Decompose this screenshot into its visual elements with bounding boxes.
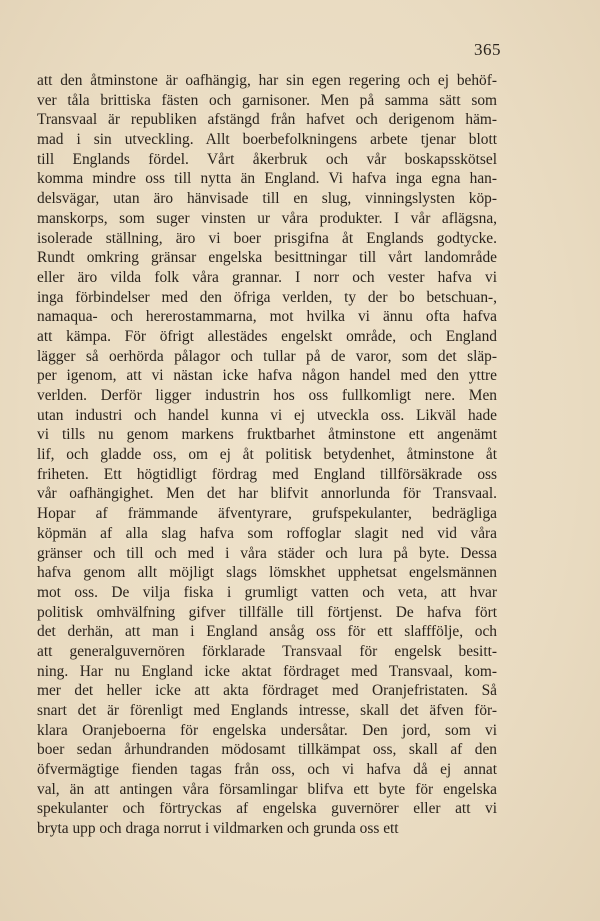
text-line: inga förbindelser med den öfriga verlden, ty der bo betschuan-, bbox=[37, 288, 497, 306]
text-line: att den åtminstone är oafhängig, har sin egen regering och ej behöf- bbox=[37, 72, 497, 89]
text-line: mad i sin utveckling. Allt boerbefolkningens arbete tjenar blott bbox=[37, 131, 497, 149]
text-line: det derhän, att man i England ansåg oss för ett slafffölje, och bbox=[37, 623, 497, 641]
text-line: friheten. Ett högtidligt fördrag med England tillförsäkrade oss bbox=[37, 465, 497, 483]
text-line: ver tåla brittiska fästen och garnisoner. Men på samma sätt som bbox=[37, 91, 497, 109]
text-line: isolerade ställning, äro vi boer prisgifna åt Englands godtycke. bbox=[37, 229, 497, 247]
text-line: bryta upp och draga norrut i vildmarken och grunda oss ett bbox=[37, 820, 399, 838]
text-line: hafva genom allt möjligt slags lömskhet upphetsat engelsmännen bbox=[37, 564, 497, 582]
text-line: att kämpa. För öfrigt allestädes engelskt område, och England bbox=[37, 327, 497, 345]
text-line: manskorps, som suger vinsten ur våra produkter. I vår aflägsna, bbox=[37, 209, 497, 227]
text-line: verlden. Derför ligger industrin hos oss fullkomligt nere. Men bbox=[37, 387, 497, 404]
text-line: namaqua- och hererostammarna, mot hvilka vi ännu ofta hafva bbox=[37, 308, 497, 326]
text-line: till Englands fördel. Vårt åkerbruk och vår boskapsskötsel bbox=[37, 150, 497, 168]
text-line: vi tills nu genom markens fruktbarhet åtminstone ett angenämt bbox=[37, 426, 497, 444]
body-text bbox=[37, 71, 497, 839]
text-line: komma mindre oss till nytta än England. Vi hafva inga egna han- bbox=[37, 170, 497, 188]
text-line: lägger så oerhörda pålagor och tullar på de varor, som det släp- bbox=[37, 347, 497, 365]
text-line: lif, och gladde oss, om ej åt politisk betydenhet, åtminstone åt bbox=[37, 446, 497, 464]
page-number: 365 bbox=[474, 40, 501, 59]
text-line: eller äro vilda folk våra grannar. I norr och vester hafva vi bbox=[37, 268, 497, 286]
text-line: utan industri och handel kunna vi ej utveckla oss. Likväl hade bbox=[37, 406, 497, 424]
text-line: vår oafhängighet. Men det har blifvit annorlunda för Transvaal. bbox=[37, 485, 497, 503]
text-line: snart det är förenligt med Englands intresse, skall det äfven för- bbox=[37, 702, 497, 719]
text-line: mot oss. De vilja fiska i grumligt vatten och veta, att hvar bbox=[37, 583, 497, 601]
text-line: politisk omhvälfning gifver tillfälle till förtjenst. De hafva fört bbox=[37, 603, 497, 621]
text-line: delsvägar, utan äro hänvisade till en slug, vinningslysten köp- bbox=[37, 190, 497, 208]
text-line: boer sedan århundranden mödosamt tillkämpat oss, skall af den bbox=[37, 741, 497, 759]
text-line: gränser och till och med i våra städer och lura på byte. Dessa bbox=[37, 544, 497, 562]
text-line: val, än att antingen våra församlingar blifva ett byte för engelska bbox=[37, 780, 497, 798]
text-line: Rundt omkring gränsar engelska besittningar till vårt landområde bbox=[37, 249, 497, 267]
text-line: Transvaal är republiken afstängd från hafvet och derigenom häm- bbox=[37, 111, 497, 129]
text-line: köpmän af alla slag hafva som roffoglar slagit ned vid våra bbox=[37, 524, 497, 542]
text-line: öfvermägtige fienden tagas från oss, och vi hafva då ej annat bbox=[37, 761, 497, 779]
text-line: mer det heller icke att akta fördraget med Oranjefristaten. Så bbox=[37, 682, 497, 700]
text-line: ning. Har nu England icke aktat fördraget med Transvaal, kom- bbox=[37, 662, 497, 680]
text-line: per igenom, att vi nästan icke hafva någon handel med den yttre bbox=[37, 367, 497, 385]
text-line: klara Oranjeboerna för engelska undersåtar. Den jord, som vi bbox=[37, 721, 497, 739]
text-line: att generalguvernören förklarade Transvaal för engelsk besitt- bbox=[37, 642, 497, 660]
text-line: spekulanter och förtryckas af engelska guvernörer eller att vi bbox=[37, 800, 497, 818]
text-line: Hopar af främmande äfventyrare, grufspekulanter, bedrägliga bbox=[37, 505, 497, 523]
